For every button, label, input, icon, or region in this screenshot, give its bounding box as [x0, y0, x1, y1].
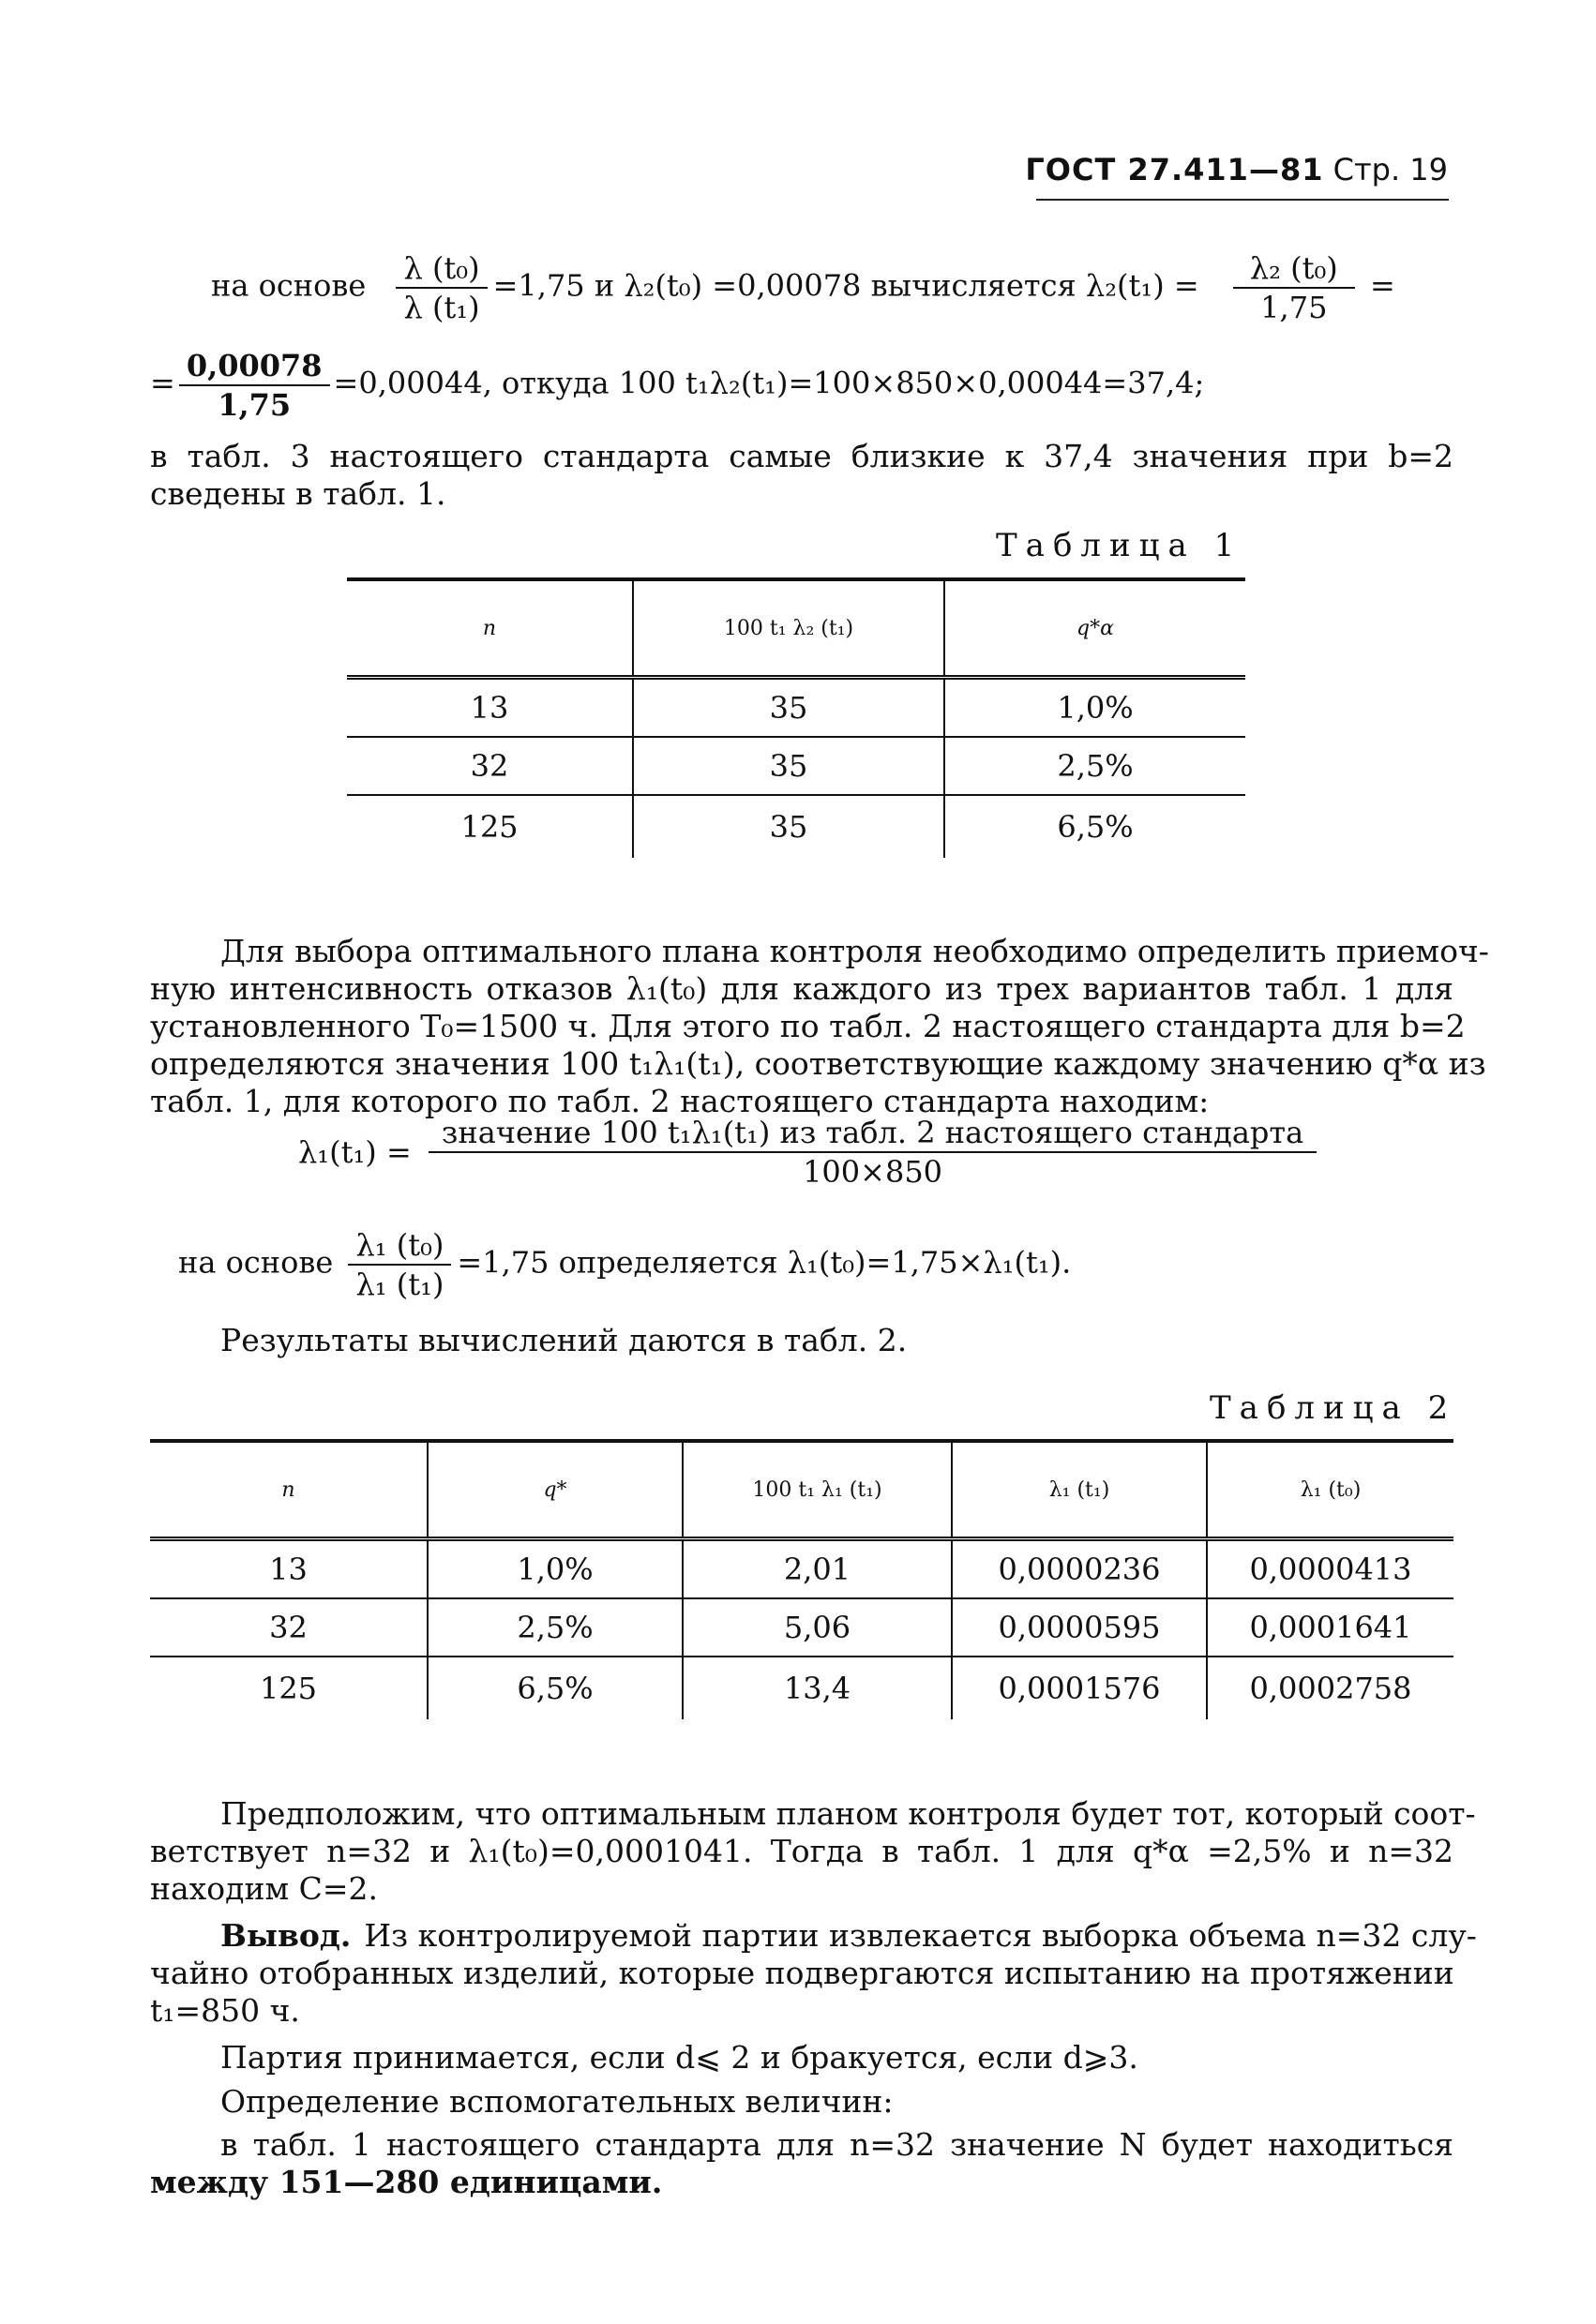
paragraph-3: Результаты вычислений даются в табл. 2.: [220, 1322, 908, 1358]
table-2-header-l1t1: λ₁ (t₁): [952, 1443, 1207, 1539]
formula-4-fraction: $\frac{\text{λ₁ (t₀)}}{\text{λ₁ (t₁)}}$: [348, 1228, 451, 1301]
table-row: 13 35 1,0%: [347, 678, 1245, 738]
formula-1: [211, 251, 1395, 324]
paragraph-1-line-2: сведены в табл. 1.: [150, 475, 446, 512]
paragraph-4-line-2: ветствует n=32 и λ₁(t₀)=0,0001041. Тогда в табл. 1 для q*α =2,5% и n=32: [150, 1833, 1453, 1869]
formula-2-rest: =0,00044, откуда 100 t₁λ₂(t₁)=100×850×0,00044=37,4;: [333, 365, 1205, 401]
table-2-header-row: [150, 1443, 1453, 1539]
table-1-header-row: [347, 581, 1245, 678]
table-1: [347, 581, 1245, 858]
document-code: ГОСТ 27.411—81: [1025, 152, 1324, 187]
formula-1-rhs-fraction: $\frac{\text{λ₂ (t₀)}}{1,75}$: [1233, 251, 1355, 324]
page-header: [1025, 152, 1448, 187]
table-2-header-q: q*: [428, 1443, 683, 1539]
formula-1-lhs-fraction: $\frac{\text{λ (t₀)}}{\text{λ (t₁)}}$: [396, 251, 487, 324]
paragraph-1-line-1: в табл. 3 настоящего стандарта самые близкие к 37,4 значения при b=2: [150, 438, 1453, 474]
table-2-caption: Таблица 2: [1210, 1389, 1457, 1427]
paragraph-4-line-1: Предположим, что оптимальным планом контроля будет тот, который соот-: [220, 1795, 1476, 1832]
table-1-caption: Таблица 1: [996, 527, 1243, 564]
table-2-header-100t1l1: 100 t₁ λ₁ (t₁): [683, 1443, 952, 1539]
conclusion-label: Вывод.: [220, 1917, 352, 1954]
paragraph-7-line-2: между 151—280 единицами.: [150, 2164, 663, 2200]
paragraph-6: Определение вспомогательных величин:: [220, 2083, 894, 2120]
paragraph-2-line-2: ную интенсивность отказов λ₁(t₀) для каждого из трех вариантов табл. 1 для: [150, 970, 1453, 1007]
formula-3: [298, 1116, 1322, 1189]
paragraph-2-line-5: табл. 1, для которого по табл. 2 настоящего стандарта находим:: [150, 1083, 1210, 1119]
conclusion-line-3: t₁=850 ч.: [150, 1992, 300, 2029]
formula-1-trail: =: [1369, 267, 1395, 304]
formula-1-middle: =1,75 и λ₂(t₀) =0,00078 вычисляется λ₂(t₁) =: [492, 267, 1199, 304]
table-2-header-n: n: [150, 1443, 428, 1539]
conclusion-line-1: Вывод. Из контролируемой партии извлекается выборка объема n=32 слу-: [220, 1917, 1477, 1954]
paragraph-2-line-4: определяются значения 100 t₁λ₁(t₁), соответствующие каждому значению q*α из: [150, 1045, 1486, 1082]
formula-2: = $\frac{0,00078}{1,75}$ =0,00044, откуда 100 t₁λ₂(t₁)=100×850×0,00044=37,4;: [150, 348, 1205, 423]
table-2: [150, 1443, 1453, 1719]
table-row: 32 2,5% 5,06 0,0000595 0,0001641: [150, 1598, 1453, 1657]
formula-1-prefix: на основе: [211, 267, 367, 304]
paragraph-5: Партия принимается, если d⩽ 2 и бракуется, если d⩾3.: [220, 2039, 1138, 2076]
table-2-header-l1t0: λ₁ (t₀): [1207, 1443, 1453, 1539]
table-1-header-100t1l2: 100 t₁ λ₂ (t₁): [633, 581, 944, 678]
conclusion-line-2: чайно отобранных изделий, которые подвергаются испытанию на протяжении: [150, 1955, 1454, 1991]
paragraph-2-line-1: Для выбора оптимального плана контроля необходимо определить приемоч-: [220, 933, 1489, 969]
formula-2-fraction: $\frac{0,00078}{1,75}$: [179, 349, 330, 422]
paragraph-4-line-3: находим C=2.: [150, 1870, 379, 1907]
table-row: 13 1,0% 2,01 0,0000236 0,0000413: [150, 1539, 1453, 1599]
table-row: 32 35 2,5%: [347, 737, 1245, 795]
page-label: Стр.: [1333, 152, 1401, 187]
table-1-header-n: n: [347, 581, 633, 678]
table-row: 125 35 6,5%: [347, 795, 1245, 858]
paragraph-2-line-3: установленного T₀=1500 ч. Для этого по табл. 2 настоящего стандарта для b=2: [150, 1008, 1466, 1044]
header-rule: [1036, 199, 1449, 201]
page-number: 19: [1409, 152, 1448, 187]
table-row: 125 6,5% 13,4 0,0001576 0,0002758: [150, 1657, 1453, 1719]
formula-3-fraction: $\frac{\text{значение 100 t₁λ₁(t₁) из табл. 2 настоящего стандарта}}{100\times 850}$: [429, 1116, 1317, 1189]
table-1-header-q: q*α: [944, 581, 1245, 678]
formula-4: на основе $\frac{\text{λ₁ (t₀)}}{\text{λ₁ (t₁)}}$ =1,75 определяется λ₁(t₀)=1,75×λ₁(t₁).: [178, 1227, 1072, 1302]
paragraph-7-line-1: в табл. 1 настоящего стандарта для n=32 значение N будет находиться: [220, 2126, 1453, 2163]
formula-3-lhs: λ₁(t₁) =: [298, 1134, 412, 1170]
